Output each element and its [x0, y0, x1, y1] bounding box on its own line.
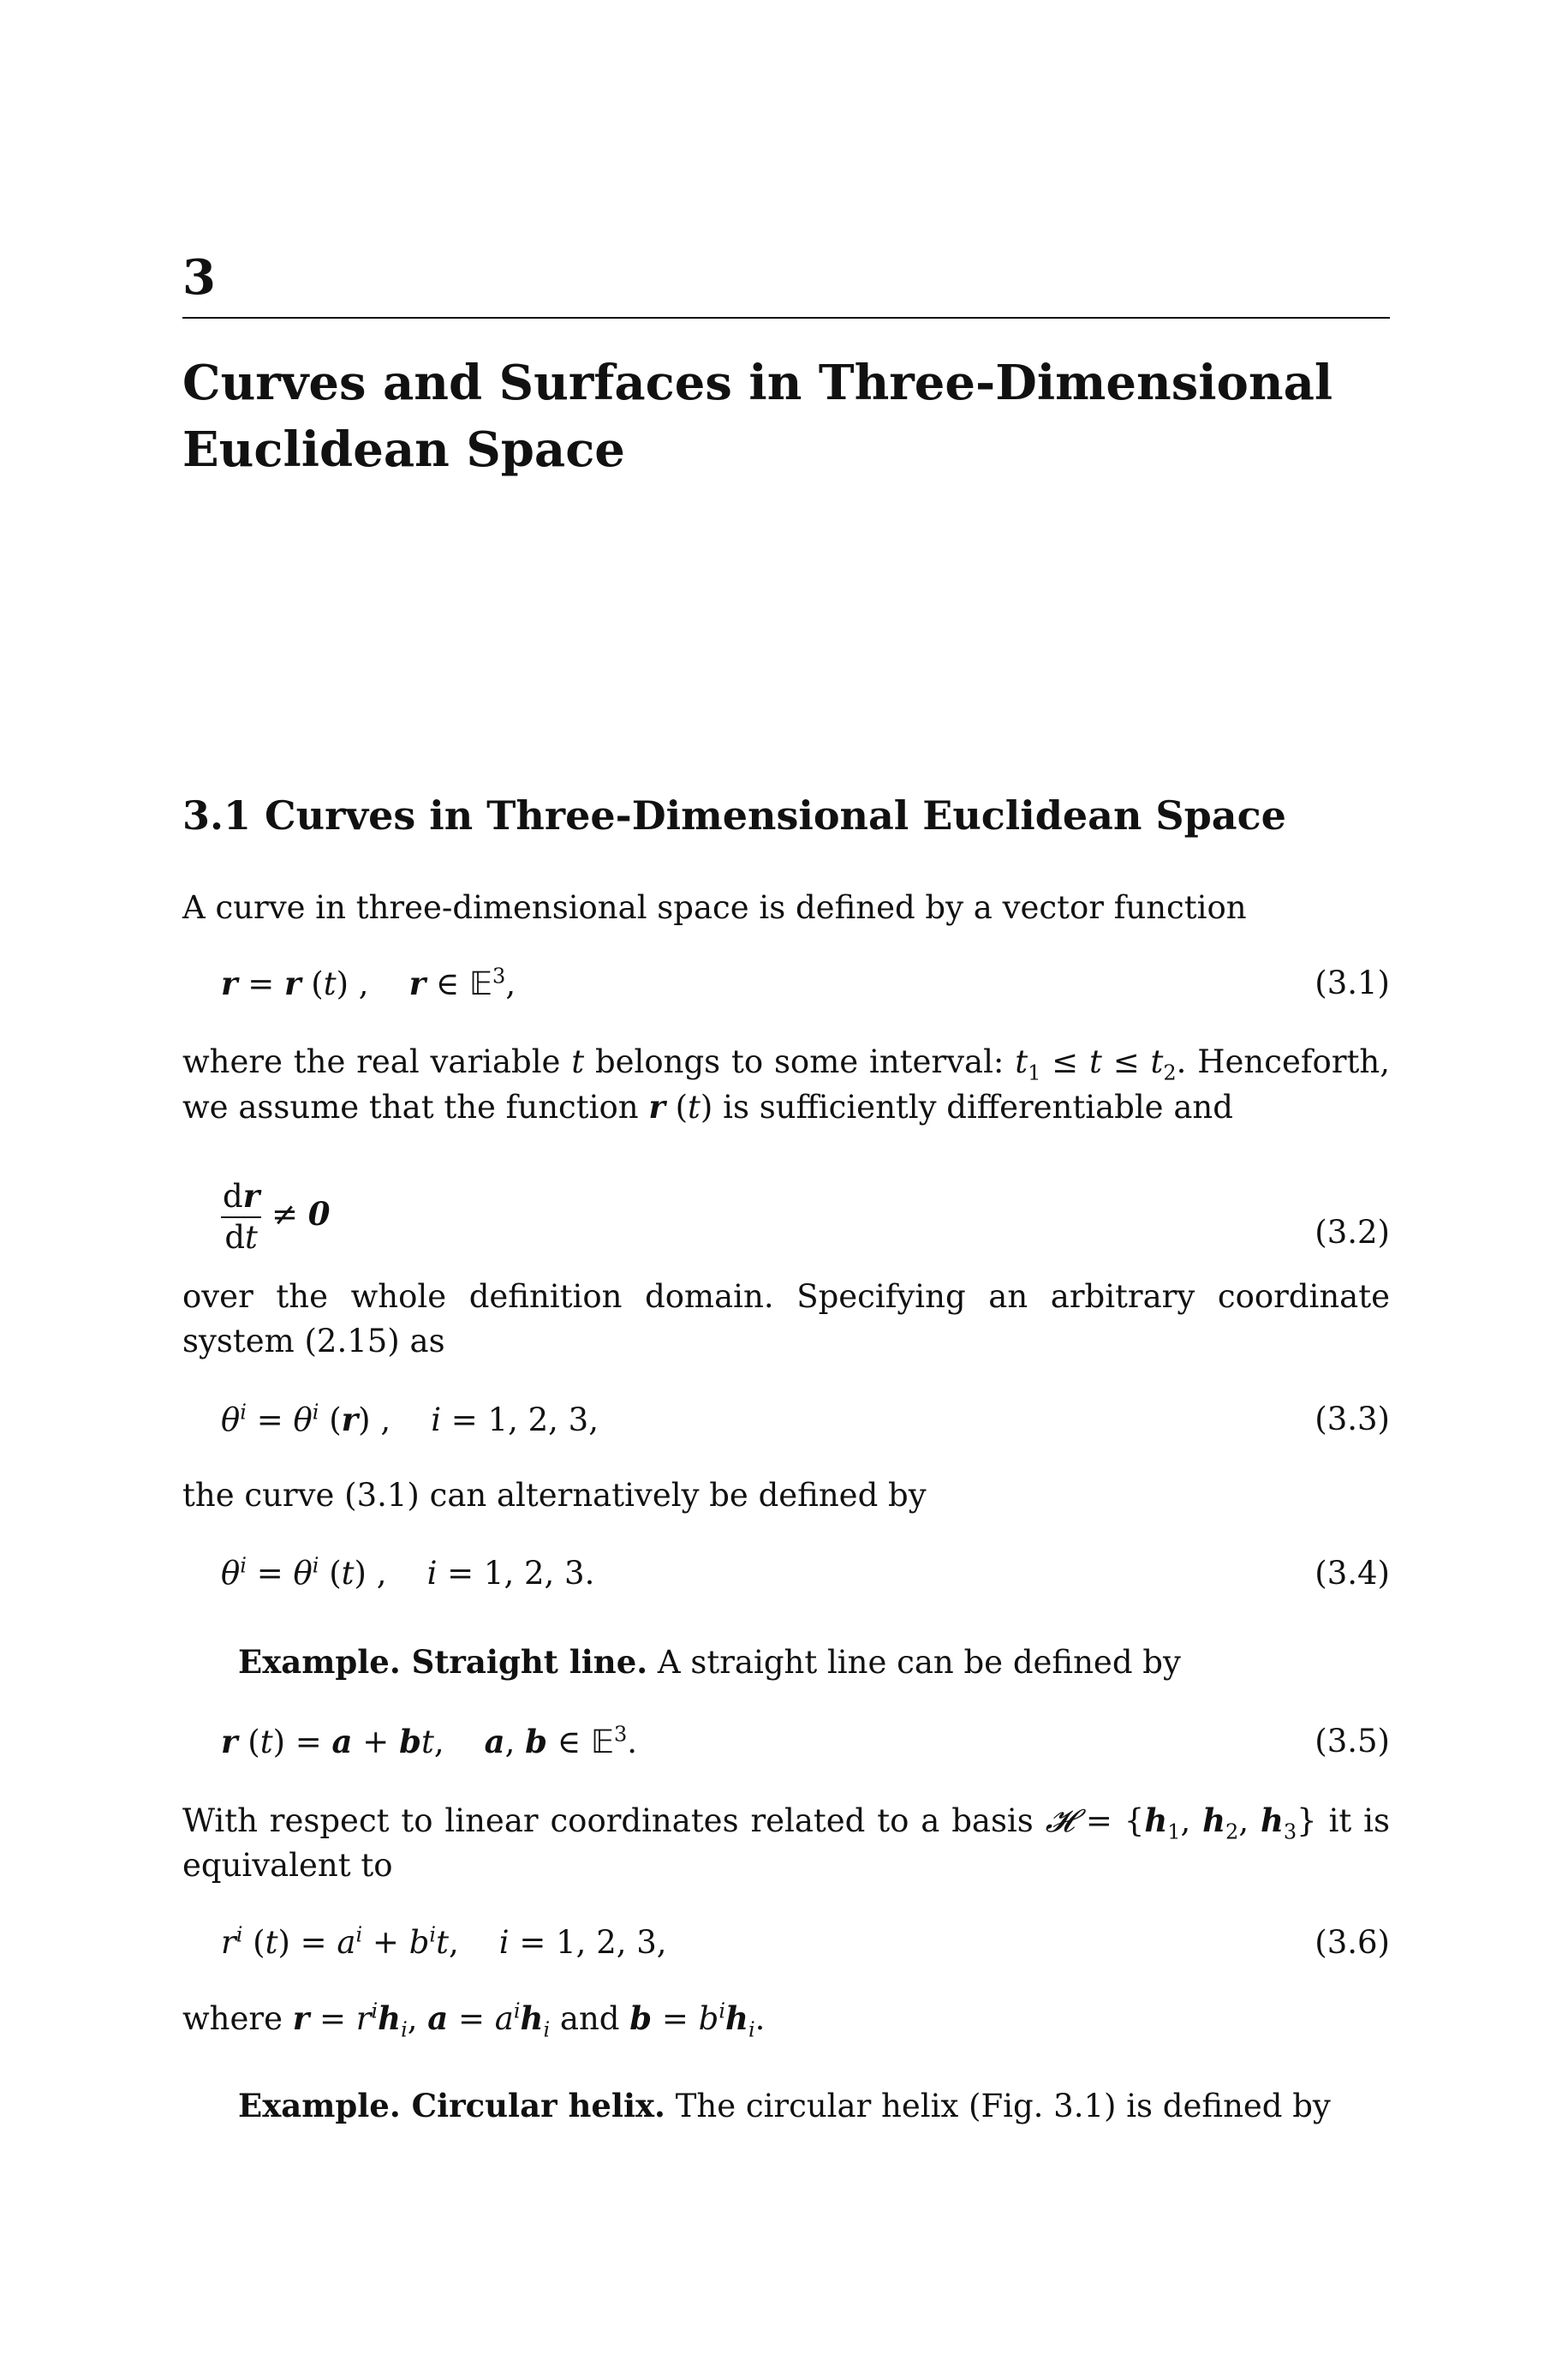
equation-expression: r (t) = a + bt, a, b ∈ 𝔼$^3$. — [221, 1722, 637, 1760]
equation-number: (3.3) — [1315, 1401, 1390, 1437]
section-title: 3.1 Curves in Three-Dimensional Euclidean Space — [182, 792, 1286, 839]
book-page — [182, 0, 1390, 2378]
paragraph-4: the curve (3.1) can alternatively be defined by — [182, 1477, 927, 1514]
paragraph-2: where the real variable t belongs to some interval: $t_1 \le t \le t_2$. Henceforth, we assume that the function r (t) is sufficiently differentiable and — [182, 1043, 1390, 1126]
equation-expression: $\frac{dr}{dt}$ ≠ 0 — [223, 1177, 331, 1256]
paragraph-1: A curve in three-dimensional space is defined by a vector function — [182, 889, 1247, 926]
equation-number: (3.2) — [1315, 1214, 1390, 1251]
equation-number: (3.6) — [1315, 1924, 1390, 1961]
equation-3-5 — [221, 1719, 1390, 1764]
example-circular-helix: Example. Circular helix. The circular helix (Fig. 3.1) is defined by — [238, 2087, 1331, 2124]
equation-number: (3.5) — [1315, 1723, 1390, 1760]
equation-number: (3.1) — [1315, 965, 1390, 1001]
paragraph-6: where $r = r^ih_i$, $a = a^ih_i$ and $b = b^ih_i$. — [182, 1999, 766, 2042]
equation-3-4 — [221, 1551, 1390, 1596]
equation-3-6 — [221, 1921, 1390, 1965]
equation-3-2 — [221, 1177, 1390, 1279]
chapter-rule — [182, 317, 1390, 319]
chapter-title: Curves and Surfaces in Three-Dimensional Euclidean Space — [182, 355, 1333, 478]
equation-3-3 — [221, 1397, 1390, 1442]
equation-expression: $r^i$ $(t) = a^i + b^it$, i = 1, 2, 3, — [221, 1922, 667, 1961]
paragraph-3: over the whole definition domain. Specifying an arbitrary coordinate system (2.15) as — [182, 1278, 1390, 1359]
equation-3-1 — [221, 961, 1390, 1006]
equation-number: (3.4) — [1315, 1555, 1390, 1592]
paragraph-5: With respect to linear coordinates related to a basis 𝓗 = {$h_1$, $h_2$, $h_3$} it is equivalent to — [182, 1801, 1390, 1884]
equation-expression: $\theta^i = \theta^i$ (t) , i = 1, 2, 3. — [221, 1553, 595, 1592]
chapter-number: 3 — [182, 249, 216, 306]
equation-expression: $\theta^i = \theta^i$ (r) , i = 1, 2, 3, — [221, 1400, 599, 1438]
equation-expression: r = r (t) , r ∈ 𝔼$^3$, — [221, 964, 516, 1002]
example-straight-line: Example. Straight line. A straight line can be defined by — [238, 1643, 1181, 1681]
